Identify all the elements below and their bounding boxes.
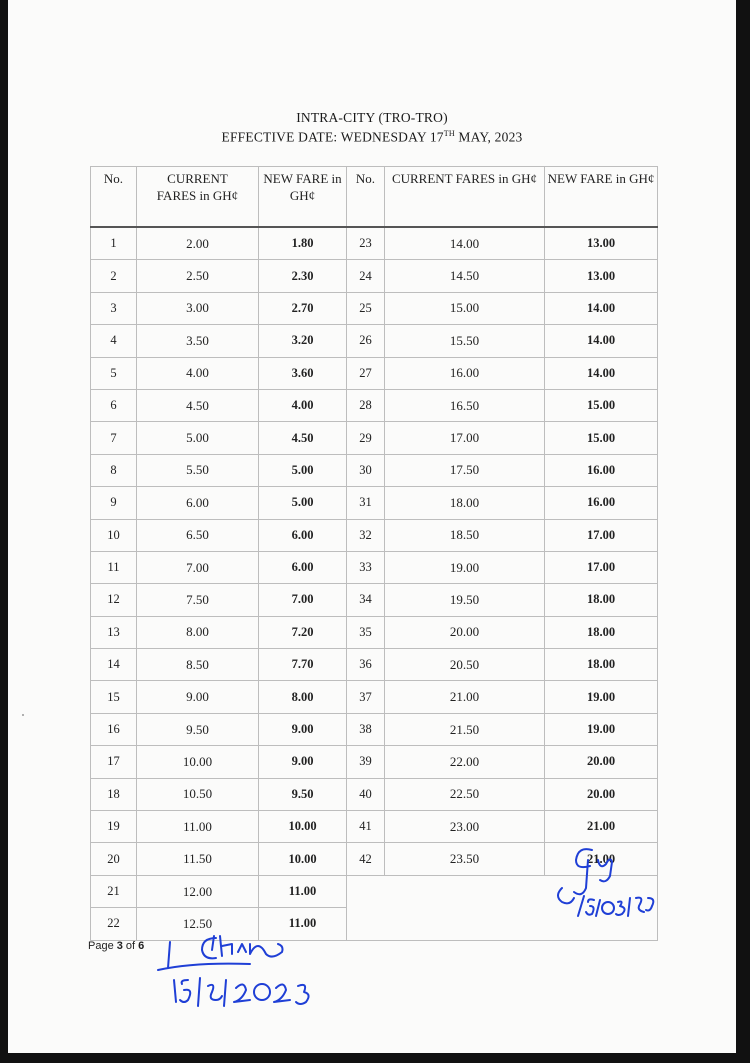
row-number-cell: 21 (91, 875, 137, 907)
table-row (91, 713, 658, 745)
new-fare-cell: 4.50 (259, 422, 347, 454)
left-signature (154, 930, 324, 1010)
current-fare-cell: 19.50 (385, 584, 545, 616)
current-fare-cell: 2.50 (137, 260, 259, 292)
current-fare-cell: 20.50 (385, 649, 545, 681)
current-fare-cell: 16.50 (385, 389, 545, 421)
row-number-cell: 38 (347, 713, 385, 745)
header-no-left: No. (91, 167, 137, 228)
new-fare-cell: 10.00 (259, 811, 347, 843)
current-fare-cell: 20.00 (385, 616, 545, 648)
new-fare-cell: 21.00 (545, 843, 658, 875)
row-number-cell: 9 (91, 487, 137, 519)
current-fare-cell: 11.00 (137, 811, 259, 843)
current-fare-cell: 2.00 (137, 227, 259, 260)
row-number-cell: 29 (347, 422, 385, 454)
row-number-cell: 1 (91, 227, 137, 260)
header-new-right: NEW FARE in GH¢ (545, 167, 658, 228)
row-number-cell: 27 (347, 357, 385, 389)
current-fare-cell: 5.50 (137, 454, 259, 486)
row-number-cell: 13 (91, 616, 137, 648)
new-fare-cell: 19.00 (545, 713, 658, 745)
fare-table-body (91, 227, 658, 940)
row-number-cell: 6 (91, 389, 137, 421)
new-fare-cell: 18.00 (545, 649, 658, 681)
table-row (91, 325, 658, 357)
new-fare-cell: 7.70 (259, 649, 347, 681)
current-fare-cell: 15.00 (385, 292, 545, 324)
current-fare-cell: 8.50 (137, 649, 259, 681)
current-fare-cell: 12.50 (137, 908, 259, 940)
row-number-cell: 42 (347, 843, 385, 875)
new-fare-cell: 13.00 (545, 227, 658, 260)
table-row (91, 746, 658, 778)
new-fare-cell: 1.80 (259, 227, 347, 260)
new-fare-cell: 9.00 (259, 746, 347, 778)
current-fare-cell: 17.00 (385, 422, 545, 454)
row-number-cell: 26 (347, 325, 385, 357)
new-fare-cell: 4.00 (259, 389, 347, 421)
row-number-cell: 23 (347, 227, 385, 260)
header-current-left: CURRENT FARES in GH¢ (137, 167, 259, 228)
row-number-cell: 18 (91, 778, 137, 810)
current-fare-cell: 19.00 (385, 551, 545, 583)
row-number-cell: 10 (91, 519, 137, 551)
row-number-cell: 14 (91, 649, 137, 681)
header-current-right: CURRENT FARES in GH¢ (385, 167, 545, 228)
table-row (91, 227, 658, 260)
document-title: INTRA-CITY (TRO-TRO) (296, 110, 448, 125)
current-fare-cell: 6.50 (137, 519, 259, 551)
row-number-cell: 41 (347, 811, 385, 843)
table-row (91, 584, 658, 616)
current-fare-cell: 18.00 (385, 487, 545, 519)
new-fare-cell: 8.00 (259, 681, 347, 713)
current-fare-cell: 5.00 (137, 422, 259, 454)
new-fare-cell: 16.00 (545, 487, 658, 519)
table-row (91, 649, 658, 681)
table-row (91, 389, 658, 421)
row-number-cell: 7 (91, 422, 137, 454)
effective-date-prefix: EFFECTIVE DATE: WEDNESDAY 17 (221, 129, 444, 145)
new-fare-cell: 14.00 (545, 325, 658, 357)
current-fare-cell: 7.50 (137, 584, 259, 616)
row-number-cell: 31 (347, 487, 385, 519)
new-fare-cell: 11.00 (259, 908, 347, 940)
page-prefix: Page (88, 940, 117, 952)
row-number-cell: 39 (347, 746, 385, 778)
row-number-cell: 34 (347, 584, 385, 616)
current-fare-cell: 6.00 (137, 487, 259, 519)
new-fare-cell: 3.20 (259, 325, 347, 357)
current-fare-cell: 8.00 (137, 616, 259, 648)
new-fare-cell: 16.00 (545, 454, 658, 486)
new-fare-cell: 7.00 (259, 584, 347, 616)
current-fare-cell: 3.50 (137, 325, 259, 357)
header-new-left: NEW FARE in GH¢ (259, 167, 347, 228)
current-fare-cell: 18.50 (385, 519, 545, 551)
document-page (8, 0, 736, 1053)
new-fare-cell: 20.00 (545, 778, 658, 810)
row-number-cell: 32 (347, 519, 385, 551)
new-fare-cell: 17.00 (545, 551, 658, 583)
row-number-cell: 15 (91, 681, 137, 713)
row-number-cell: 35 (347, 616, 385, 648)
table-row (91, 778, 658, 810)
new-fare-cell: 14.00 (545, 292, 658, 324)
current-fare-cell: 14.00 (385, 227, 545, 260)
new-fare-cell: 20.00 (545, 746, 658, 778)
table-row (91, 357, 658, 389)
new-fare-cell: 3.60 (259, 357, 347, 389)
current-fare-cell: 11.50 (137, 843, 259, 875)
right-signature (548, 836, 658, 926)
current-fare-cell: 4.50 (137, 389, 259, 421)
new-fare-cell: 18.00 (545, 616, 658, 648)
current-fare-cell: 12.00 (137, 875, 259, 907)
new-fare-cell: 2.30 (259, 260, 347, 292)
effective-date (8, 129, 736, 146)
current-fare-cell: 15.50 (385, 325, 545, 357)
row-number-cell: 5 (91, 357, 137, 389)
row-number-cell: 37 (347, 681, 385, 713)
new-fare-cell: 15.00 (545, 422, 658, 454)
table-row (91, 487, 658, 519)
page-of: of (122, 940, 139, 952)
current-fare-cell: 3.00 (137, 292, 259, 324)
row-number-cell: 28 (347, 389, 385, 421)
table-row (91, 422, 658, 454)
current-fare-cell: 22.50 (385, 778, 545, 810)
current-fare-cell: 10.50 (137, 778, 259, 810)
row-number-cell: 40 (347, 778, 385, 810)
current-fare-cell: 21.50 (385, 713, 545, 745)
table-header-row (91, 167, 658, 228)
new-fare-cell: 14.00 (545, 357, 658, 389)
new-fare-cell: 21.00 (545, 811, 658, 843)
row-number-cell: 4 (91, 325, 137, 357)
new-fare-cell: 9.50 (259, 778, 347, 810)
current-fare-cell: 16.00 (385, 357, 545, 389)
table-row (91, 681, 658, 713)
new-fare-cell: 11.00 (259, 875, 347, 907)
current-fare-cell: 21.00 (385, 681, 545, 713)
row-number-cell: 20 (91, 843, 137, 875)
current-fare-cell: 9.50 (137, 713, 259, 745)
effective-date-sup: TH (443, 129, 455, 138)
new-fare-cell: 7.20 (259, 616, 347, 648)
row-number-cell: 2 (91, 260, 137, 292)
table-row (91, 551, 658, 583)
current-fare-cell: 4.00 (137, 357, 259, 389)
new-fare-cell: 19.00 (545, 681, 658, 713)
row-number-cell: 30 (347, 454, 385, 486)
page-number (88, 940, 144, 952)
table-row (91, 260, 658, 292)
fare-table (90, 166, 658, 941)
new-fare-cell: 10.00 (259, 843, 347, 875)
row-number-cell: 16 (91, 713, 137, 745)
table-row (91, 292, 658, 324)
new-fare-cell: 2.70 (259, 292, 347, 324)
header-no-right: No. (347, 167, 385, 228)
row-number-cell: 3 (91, 292, 137, 324)
page-current: 3 (116, 940, 123, 952)
row-number-cell: 12 (91, 584, 137, 616)
new-fare-cell: 5.00 (259, 454, 347, 486)
current-fare-cell: 23.50 (385, 843, 545, 875)
speck (22, 714, 24, 716)
current-fare-cell: 23.00 (385, 811, 545, 843)
table-row (91, 519, 658, 551)
current-fare-cell: 7.00 (137, 551, 259, 583)
new-fare-cell: 13.00 (545, 260, 658, 292)
current-fare-cell: 14.50 (385, 260, 545, 292)
row-number-cell: 11 (91, 551, 137, 583)
current-fare-cell: 9.00 (137, 681, 259, 713)
row-number-cell: 36 (347, 649, 385, 681)
current-fare-cell: 10.00 (137, 746, 259, 778)
new-fare-cell: 15.00 (545, 389, 658, 421)
new-fare-cell: 17.00 (545, 519, 658, 551)
new-fare-cell: 5.00 (259, 487, 347, 519)
page-total: 6 (138, 940, 145, 952)
row-number-cell: 17 (91, 746, 137, 778)
row-number-cell: 8 (91, 454, 137, 486)
row-number-cell: 25 (347, 292, 385, 324)
current-fare-cell: 22.00 (385, 746, 545, 778)
new-fare-cell: 9.00 (259, 713, 347, 745)
new-fare-cell: 6.00 (259, 551, 347, 583)
new-fare-cell: 18.00 (545, 584, 658, 616)
new-fare-cell: 6.00 (259, 519, 347, 551)
row-number-cell: 19 (91, 811, 137, 843)
table-row (91, 616, 658, 648)
row-number-cell: 22 (91, 908, 137, 940)
table-row (91, 454, 658, 486)
row-number-cell: 33 (347, 551, 385, 583)
row-number-cell: 24 (347, 260, 385, 292)
effective-date-suffix: MAY, 2023 (454, 129, 523, 145)
current-fare-cell: 17.50 (385, 454, 545, 486)
